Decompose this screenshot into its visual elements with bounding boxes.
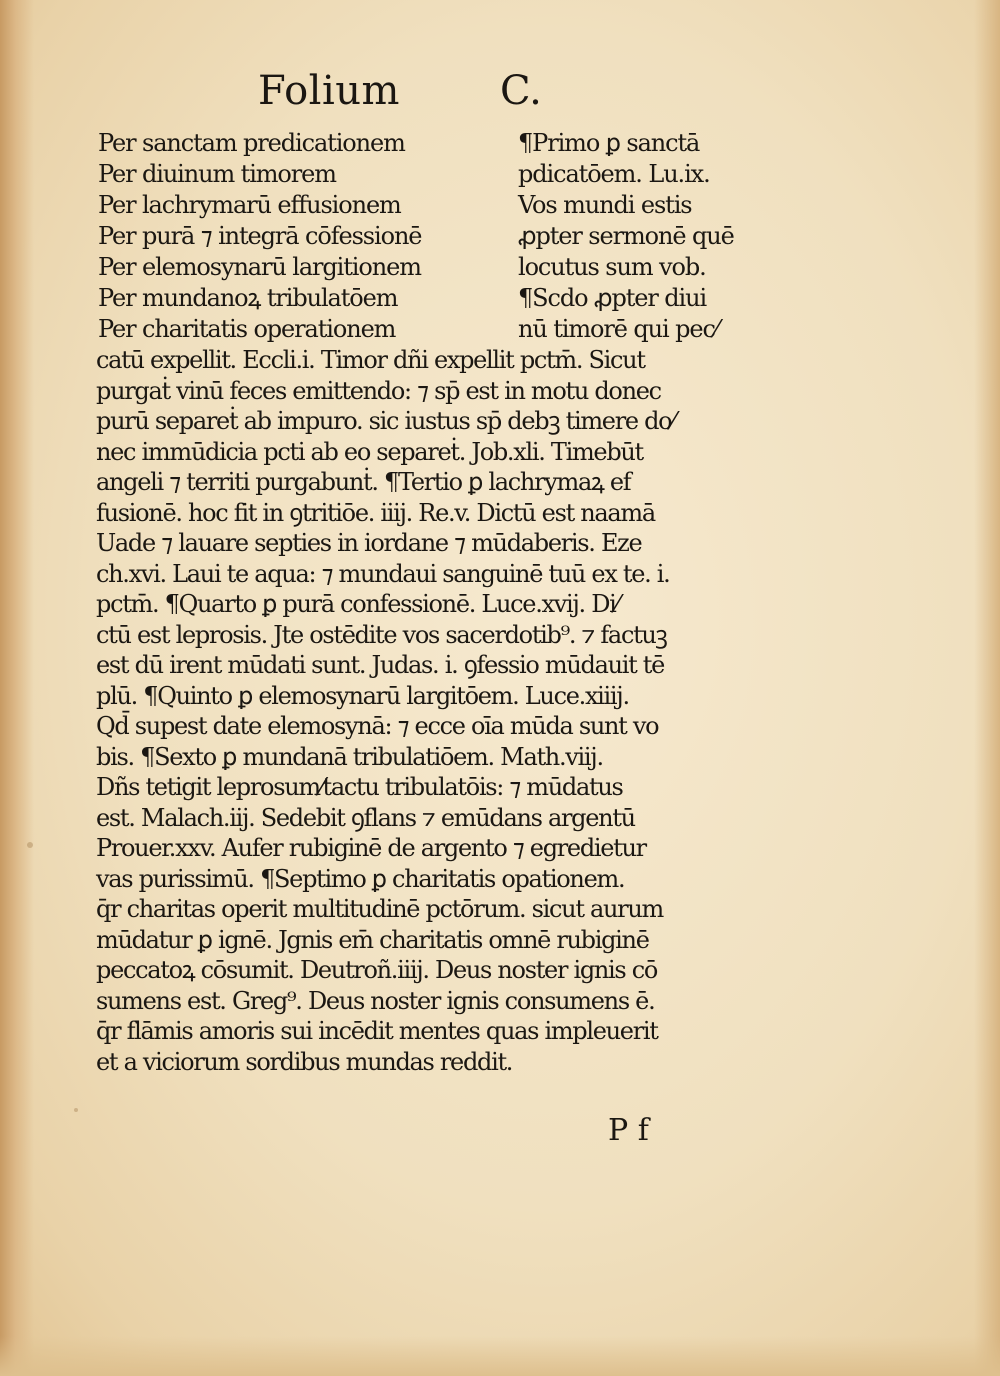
right-column-line: ꝓpter sermonē quē xyxy=(518,222,734,250)
body-line: q̄r flāmis amoris sui incēdit mentes quas impleuerit xyxy=(96,1017,658,1045)
body-line: purū separeṫ ab impuro. sic iustus sp̄ debꝫ timere do⁄ xyxy=(96,407,675,435)
left-column-line: Per elemosynarū largitionem xyxy=(98,253,421,281)
left-column-line: Per purā ⁊ integrā cōfessionē xyxy=(98,222,422,250)
body-line: mūdatur ꝑ ignē. Jgnis em̄ charitatis omnē rubiginē xyxy=(96,925,649,954)
page-edge-shadow-right xyxy=(974,0,1000,1376)
paper-stain xyxy=(74,1108,78,1112)
body-line: nec immūdicia pcti ab eo separeṫ. Job.xli. Timebūt xyxy=(96,437,643,466)
right-column-line: locutus sum vob. xyxy=(518,253,706,281)
right-column-line: Vos mundi estis xyxy=(518,191,692,219)
folio-numeral: C. xyxy=(500,68,542,114)
left-column-list xyxy=(98,128,498,345)
folio-header xyxy=(0,68,1000,118)
body-text xyxy=(96,345,776,1077)
right-column-line: ¶Primo ꝑ sanctā xyxy=(518,129,700,157)
body-line: est. Malach.iij. Sedebit ꝯflans ⁊ emūdans argentū xyxy=(96,803,635,832)
body-line: est dū irent mūdati sunt. Judas. i. ꝯfessio mūdauit tē xyxy=(96,651,665,679)
body-line: et a viciorum sordibus mundas reddit. xyxy=(96,1047,513,1076)
left-column-line: Per lachrymarū effusionem xyxy=(98,191,401,219)
signature-mark: P f xyxy=(608,1113,649,1148)
body-line: pctm̄. ¶Quarto ꝑ purā confessionē. Luce.xvij. Di⁄ xyxy=(96,590,619,618)
right-column-list xyxy=(518,128,778,345)
body-line: Qd̄ supest date elemosynā: ⁊ ecce oīa mūda sunt vo xyxy=(96,712,659,740)
body-line: q̄r charitas operit multitudinē pctōrum. sicut aurum xyxy=(96,895,663,923)
page-edge-shadow-bottom xyxy=(0,1336,1000,1376)
right-column-line: pdicatōem. Lu.ix. xyxy=(518,160,710,188)
right-column-line: ¶Scdo ꝓpter diui xyxy=(518,284,707,312)
body-line: Uade ⁊ lauare septies in iordane ⁊ mūdaberis. Eze xyxy=(96,529,642,557)
body-line: ctū est leprosis. Jte ostēdite vos sacerdotib⁹. ⁊ factuꝫ xyxy=(96,620,667,649)
left-column-line: Per charitatis operationem xyxy=(98,315,396,343)
page-edge-shadow-left xyxy=(0,0,34,1376)
folio-word: Folium xyxy=(258,68,400,114)
body-line: purgaṫ vinū feces emittendo: ⁊ sp̄ est in motu donec xyxy=(96,376,661,405)
body-line: plū. ¶Quinto ꝑ elemosynarū largitōem. Luce.xiiij. xyxy=(96,681,629,710)
left-column-line: Per sanctam predicationem xyxy=(98,129,405,157)
body-line: sumens est. Greg⁹. Deus noster ignis consumens ē. xyxy=(96,986,655,1015)
body-line: catū expellit. Eccli.i. Timor dñi expellit pctm̄. Sicut xyxy=(96,346,645,374)
body-line: vas purissimū. ¶Septimo ꝑ charitatis opationem. xyxy=(96,864,625,893)
body-line: Prouer.xxv. Aufer rubiginē de argento ⁊ egredietur xyxy=(96,834,646,862)
body-line: Dñs tetigit leprosum⁄tactu tribulatōis: ⁊ mūdatus xyxy=(96,773,623,801)
paper-stain xyxy=(27,842,33,848)
right-column-line: nū timorē qui pec⁄ xyxy=(518,315,718,343)
body-line: fusionē. hoc fit in ꝯtritiōe. iiij. Re.v. Dictū est naamā xyxy=(96,498,655,527)
left-column-line: Per mundanoꝝ tribulatōem xyxy=(98,284,398,312)
body-line: bis. ¶Sexto ꝑ mundanā tribulatiōem. Math.viij. xyxy=(96,742,603,771)
body-line: ch.xvi. Laui te aqua: ⁊ mundaui sanguinē tuū ex te. i. xyxy=(96,559,670,588)
left-column-line: Per diuinum timorem xyxy=(98,160,336,188)
body-line: angeli ⁊ territi purgabunṫ. ¶Tertio ꝑ lachrymaꝝ ef xyxy=(96,468,631,496)
body-line: peccatoꝝ cōsumit. Deutroñ.iiij. Deus noster ignis cō xyxy=(96,956,658,984)
